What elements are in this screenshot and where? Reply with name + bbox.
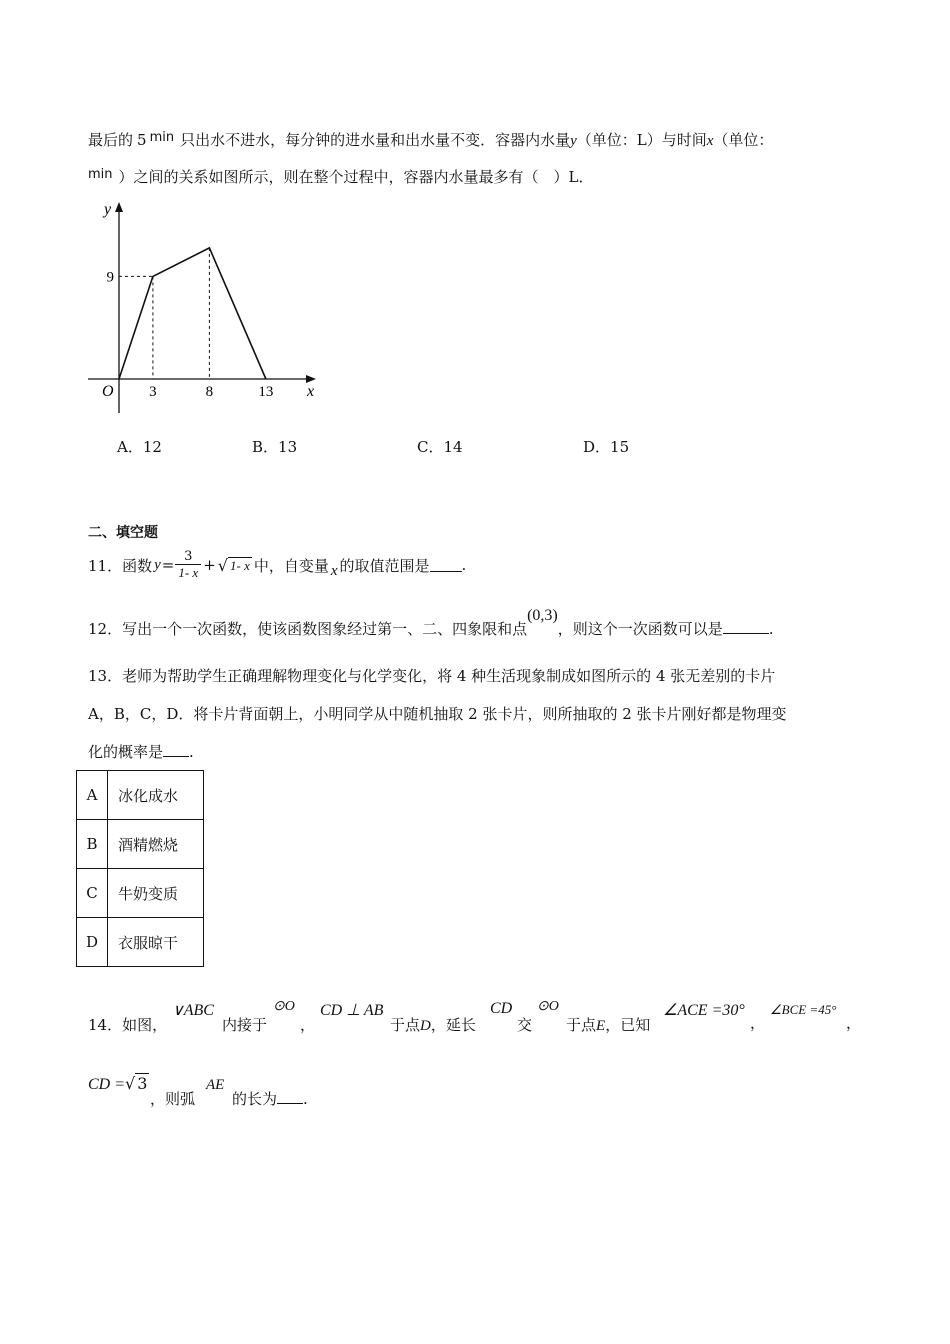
q14-point-d: D <box>420 1018 431 1034</box>
q14-angle-ace: ∠ACE =30° <box>663 1002 745 1019</box>
table-row <box>77 869 204 918</box>
card-value: 衣服晾干 <box>108 918 204 967</box>
card-key: A <box>77 771 108 820</box>
q14-point-e: E <box>596 1018 606 1034</box>
x-tick-label: 13 <box>258 384 274 400</box>
q14-text-at-e: 于点 <box>566 1016 597 1034</box>
q14-text-at-d: 于点 <box>390 1016 421 1034</box>
q11-sqrt-sign: √ <box>217 555 228 575</box>
q10-var-y: y <box>570 133 577 149</box>
q14-comma1: ， <box>300 1016 316 1034</box>
q13-line1: 13．老师为帮助学生正确理解物理变化与化学变化，将 4 种生活现象制成如图所示的 4 张无差别的卡片 <box>88 667 776 685</box>
q10-line1 <box>88 129 773 150</box>
q10-var-x: x <box>706 133 714 149</box>
q14-angle-bce: ∠BCE =45° <box>770 1002 837 1017</box>
q12-end: . <box>768 620 774 638</box>
q14-comma2: ， <box>750 1014 766 1032</box>
q14-end: . <box>303 1090 308 1108</box>
q11-sqrt-arg: 1- x <box>229 557 250 573</box>
q13-answer-blank[interactable] <box>163 744 189 757</box>
q11-frac-den: 1- x <box>178 565 199 580</box>
q11-fraction <box>175 549 201 581</box>
y-axis-arrow <box>115 202 123 212</box>
series-line <box>119 248 266 379</box>
card-value: 冰化成水 <box>108 771 204 820</box>
q14-sqrt-3: 3 <box>137 1074 148 1093</box>
option-c[interactable]: C．14 <box>417 438 463 456</box>
q10-unit-min: min <box>149 130 175 145</box>
q13-line2: A，B，C，D．将卡片背面朝上，小明同学从中随机抽取 2 张卡片，则所抽取的 2 张卡片刚好都是物理变 <box>88 705 787 723</box>
q14-circle-o-2: ⊙O <box>537 999 559 1014</box>
q14-at-d <box>390 1014 476 1035</box>
q14-circle-o: ⊙O <box>273 999 295 1014</box>
q10-unit-min-2: min <box>88 167 113 182</box>
q14-jiao: 交 <box>517 1016 533 1034</box>
x-tick-label: 3 <box>149 384 157 400</box>
table-row <box>77 771 204 820</box>
q14-text-known: ，已知 <box>605 1016 651 1034</box>
q14-inscribed: 内接于 <box>222 1016 268 1034</box>
card-key: B <box>77 820 108 869</box>
card-key: D <box>77 918 108 967</box>
q10-text-a: 最后的 <box>88 131 134 149</box>
q10-num5: 5 <box>137 131 147 149</box>
x-axis-label: x <box>307 383 315 400</box>
option-a[interactable]: A．12 <box>117 438 162 456</box>
table-row <box>77 820 204 869</box>
q13-card-table <box>76 770 204 967</box>
q12-text: 12．写出一个一次函数，使该函数图象经过第一、二、四象限和点 <box>88 620 528 638</box>
section-title: 二、填空题 <box>88 525 158 541</box>
q14-at-e <box>566 1014 650 1035</box>
q14-text-extend: ，延长 <box>430 1016 476 1034</box>
q11-end: . <box>461 556 467 574</box>
q14-num: 14．如图， <box>88 1016 168 1034</box>
q12-text-tail: ，则这个一次函数可以是 <box>557 620 723 638</box>
q14-sqrt-sign: √ <box>125 1074 136 1093</box>
option-d[interactable]: D．15 <box>583 438 630 456</box>
q12 <box>88 607 774 639</box>
x-tick-label: 8 <box>205 384 214 400</box>
q14-answer-blank[interactable] <box>277 1091 303 1104</box>
q12-answer-blank[interactable] <box>723 621 769 634</box>
option-b[interactable]: B．13 <box>252 438 298 456</box>
q11-num: 11．函数 <box>88 556 153 575</box>
origin-label: O <box>102 383 114 400</box>
q13-line3 <box>88 741 194 762</box>
card-value: 牛奶变质 <box>108 869 204 918</box>
q10-text-b: 只出水不进水，每分钟的进水量和出水量不变．容器内水量 <box>180 131 571 149</box>
q13-text-line3: 化的概率是 <box>88 743 164 761</box>
x-axis-arrow <box>306 375 316 383</box>
q14-tail <box>232 1088 308 1109</box>
q14-arc-ae: AE <box>206 1077 225 1093</box>
y-axis-label: y <box>104 201 112 218</box>
q11-eq: = <box>161 556 175 574</box>
q14-cd-eq-text: CD = <box>88 1076 126 1093</box>
q14-triangle: ∨ABC <box>172 1002 214 1019</box>
q10-text-c: （单位：L）与时间 <box>576 131 707 149</box>
q12-point: (0,3) <box>527 607 558 624</box>
q14-perp: CD ⊥ AB <box>320 1002 384 1019</box>
table-row <box>77 918 204 967</box>
q10-line2 <box>88 166 593 187</box>
card-key: C <box>77 869 108 918</box>
q13-end: . <box>189 743 194 761</box>
q10-text-line2: ）之间的关系如图所示，则在整个过程中，容器内水量最多有（ ）L． <box>118 168 594 186</box>
q14-cd: CD <box>490 1000 513 1017</box>
q10-graph <box>88 198 338 423</box>
q14-cd-eq <box>88 1074 149 1094</box>
q10-text-d: （单位： <box>713 131 774 149</box>
q11-var-y: y <box>154 556 161 573</box>
q11-frac-num: 3 <box>175 549 201 565</box>
q11-text-tail: 的取值范围是 <box>339 556 430 575</box>
q14-text-tail: 的长为 <box>232 1090 278 1108</box>
q14-comma3: ， <box>846 1014 862 1032</box>
q11-var-x: x <box>330 562 338 579</box>
q11 <box>88 545 466 585</box>
card-value: 酒精燃烧 <box>108 820 204 869</box>
q11-text-mid: 中，自变量 <box>253 556 329 575</box>
q11-plus: + <box>203 556 216 574</box>
q14-arc-text: ，则弧 <box>150 1090 196 1108</box>
y-tick-label: 9 <box>106 269 114 286</box>
q11-answer-blank[interactable] <box>430 559 462 572</box>
